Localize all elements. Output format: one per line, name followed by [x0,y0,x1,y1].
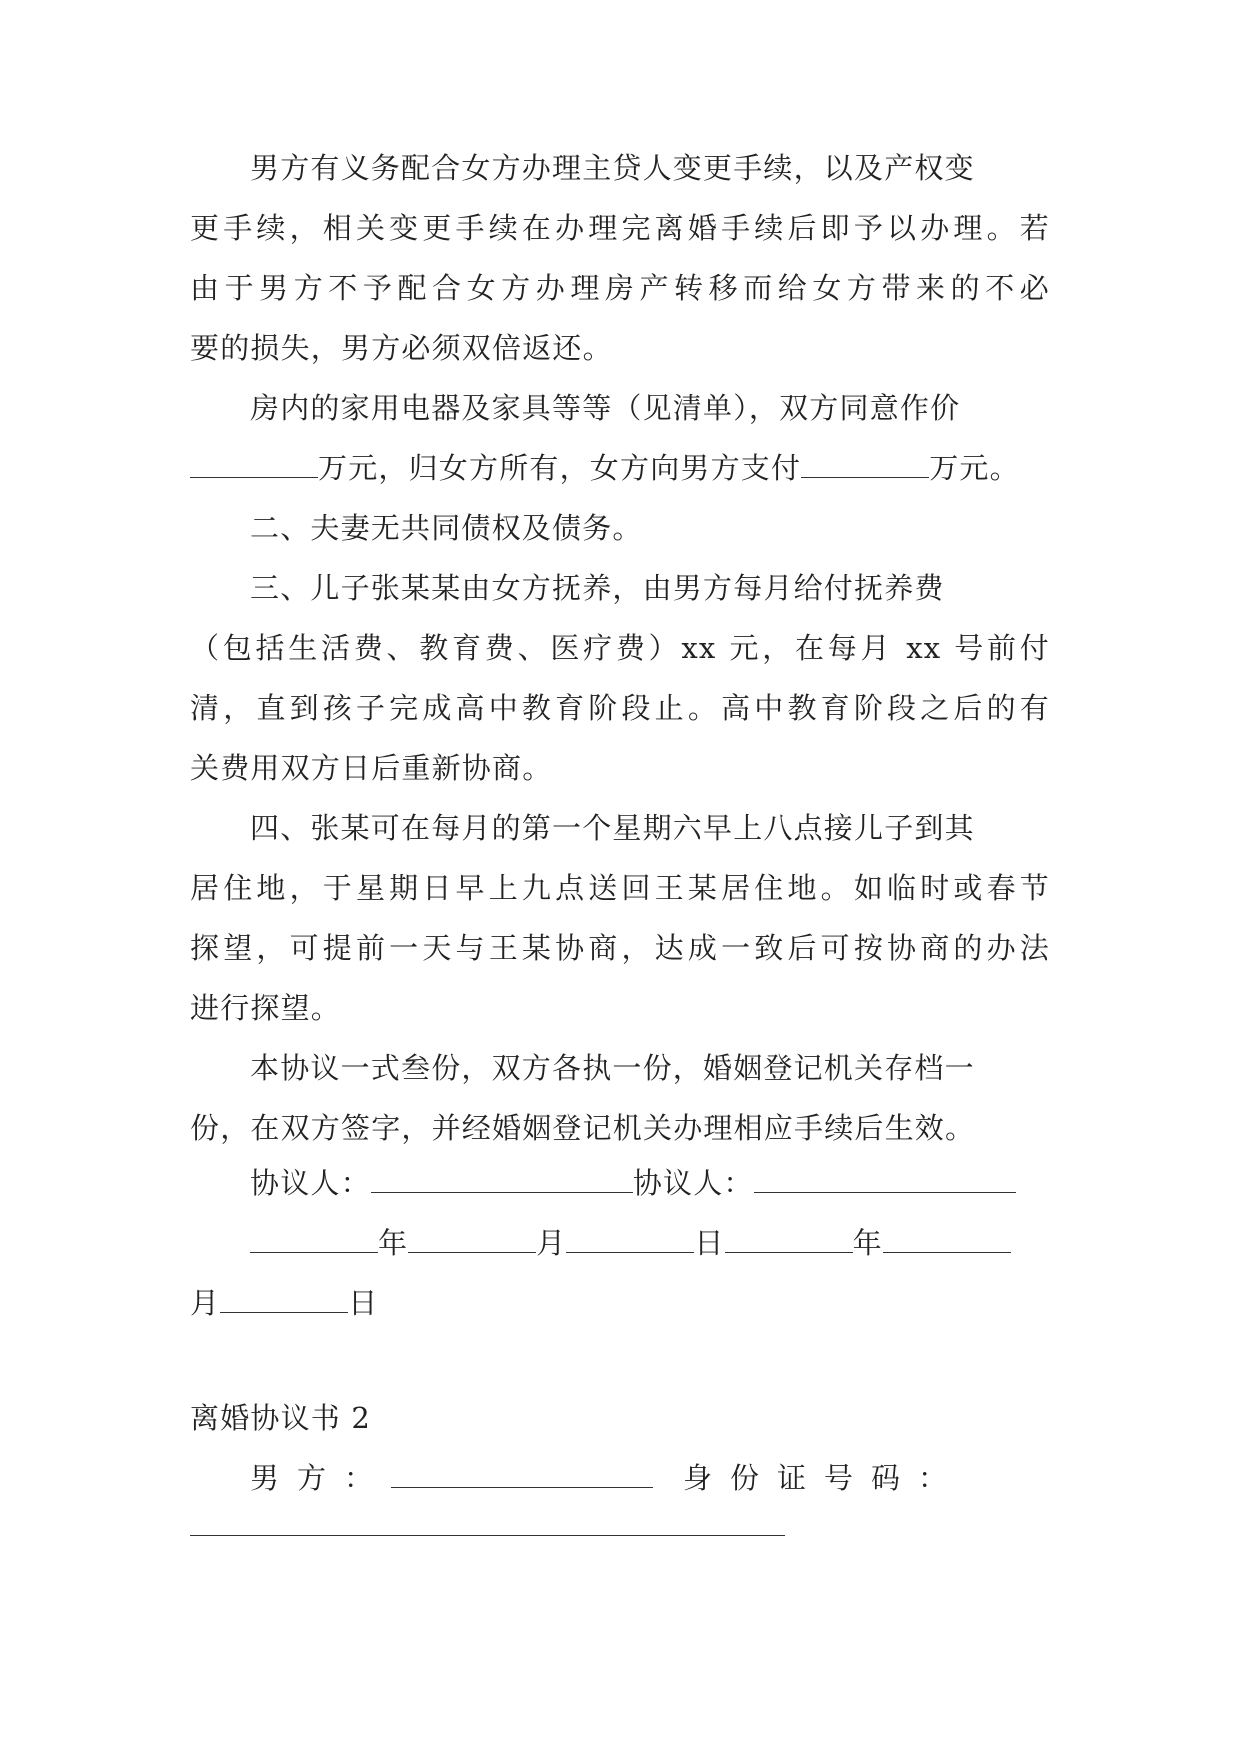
paragraph-line: 进行探望。 [190,991,342,1025]
date-label: 日 [348,1286,379,1320]
paragraph-line: 二、夫妻无共同债权及债务。 [250,511,643,545]
paragraph-line: 由于男方不予配合女方办理房产转移而给女方带来的不必 [190,271,1050,305]
paragraph-line: （包括生活费、教育费、医疗费）xx 元，在每月 xx 号前付 [190,631,1050,665]
paragraph-line: 清，直到孩子完成高中教育阶段止。高中教育阶段之后的有 [190,691,1050,725]
signature-label: 协议人： [250,1166,371,1200]
date-line [190,1283,1050,1323]
date-label: 年 [852,1226,883,1260]
paragraph-line: 本协议一式叁份，双方各执一份，婚姻登记机关存档一 [250,1051,975,1085]
paragraph-line: 三、儿子张某某由女方抚养，由男方每月给付抚养费 [250,571,945,605]
date-blank [883,1252,1011,1253]
signature-blank [371,1192,633,1193]
blank-field [801,477,929,478]
signature-blank [754,1192,1016,1193]
date-blank [408,1252,536,1253]
paragraph-line: 份，在双方签字，并经婚姻登记机关办理相应手续后生效。 [190,1111,976,1145]
paragraph-line: 四、张某可在每月的第一个星期六早上八点接儿子到其 [250,811,975,845]
date-blank [220,1312,348,1313]
male-name-blank [391,1487,653,1488]
date-label: 日 [694,1226,725,1260]
date-blank [250,1252,378,1253]
paragraph-text: 万元。 [929,451,1020,485]
paragraph-line: 居住地，于星期日早上九点送回王某居住地。如临时或春节 [190,871,1050,905]
section-title: 离婚协议书 2 [190,1401,372,1435]
paragraph-line-with-blanks [190,448,1050,488]
id-number-blank [190,1535,785,1536]
party-info-line [250,1458,1050,1498]
paragraph-line: 要的损失，男方必须双倍返还。 [190,331,613,365]
paragraph-line: 更手续，相关变更手续在办理完离婚手续后即予以办理。若 [190,211,1050,245]
date-blank [725,1252,853,1253]
date-label: 年 [378,1226,409,1260]
blank-field [190,477,318,478]
date-label: 月 [190,1286,221,1320]
date-label: 月 [536,1226,567,1260]
paragraph-text: 万元，归女方所有，女方向男方支付 [318,451,802,485]
paragraph-line: 房内的家用电器及家具等等（见清单），双方同意作价 [250,391,961,425]
id-number-label: 身份证号码： [683,1461,966,1495]
date-blank [566,1252,694,1253]
signature-label: 协议人： [632,1166,754,1200]
paragraph-line: 探望，可提前一天与王某协商，达成一致后可按协商的办法 [190,931,1050,965]
date-line [250,1223,1050,1263]
signature-line [250,1163,1050,1203]
male-label: 男方： [250,1461,392,1495]
paragraph-line: 关费用双方日后重新协商。 [190,751,553,785]
paragraph-line: 男方有义务配合女方办理主贷人变更手续，以及产权变 [250,151,975,185]
